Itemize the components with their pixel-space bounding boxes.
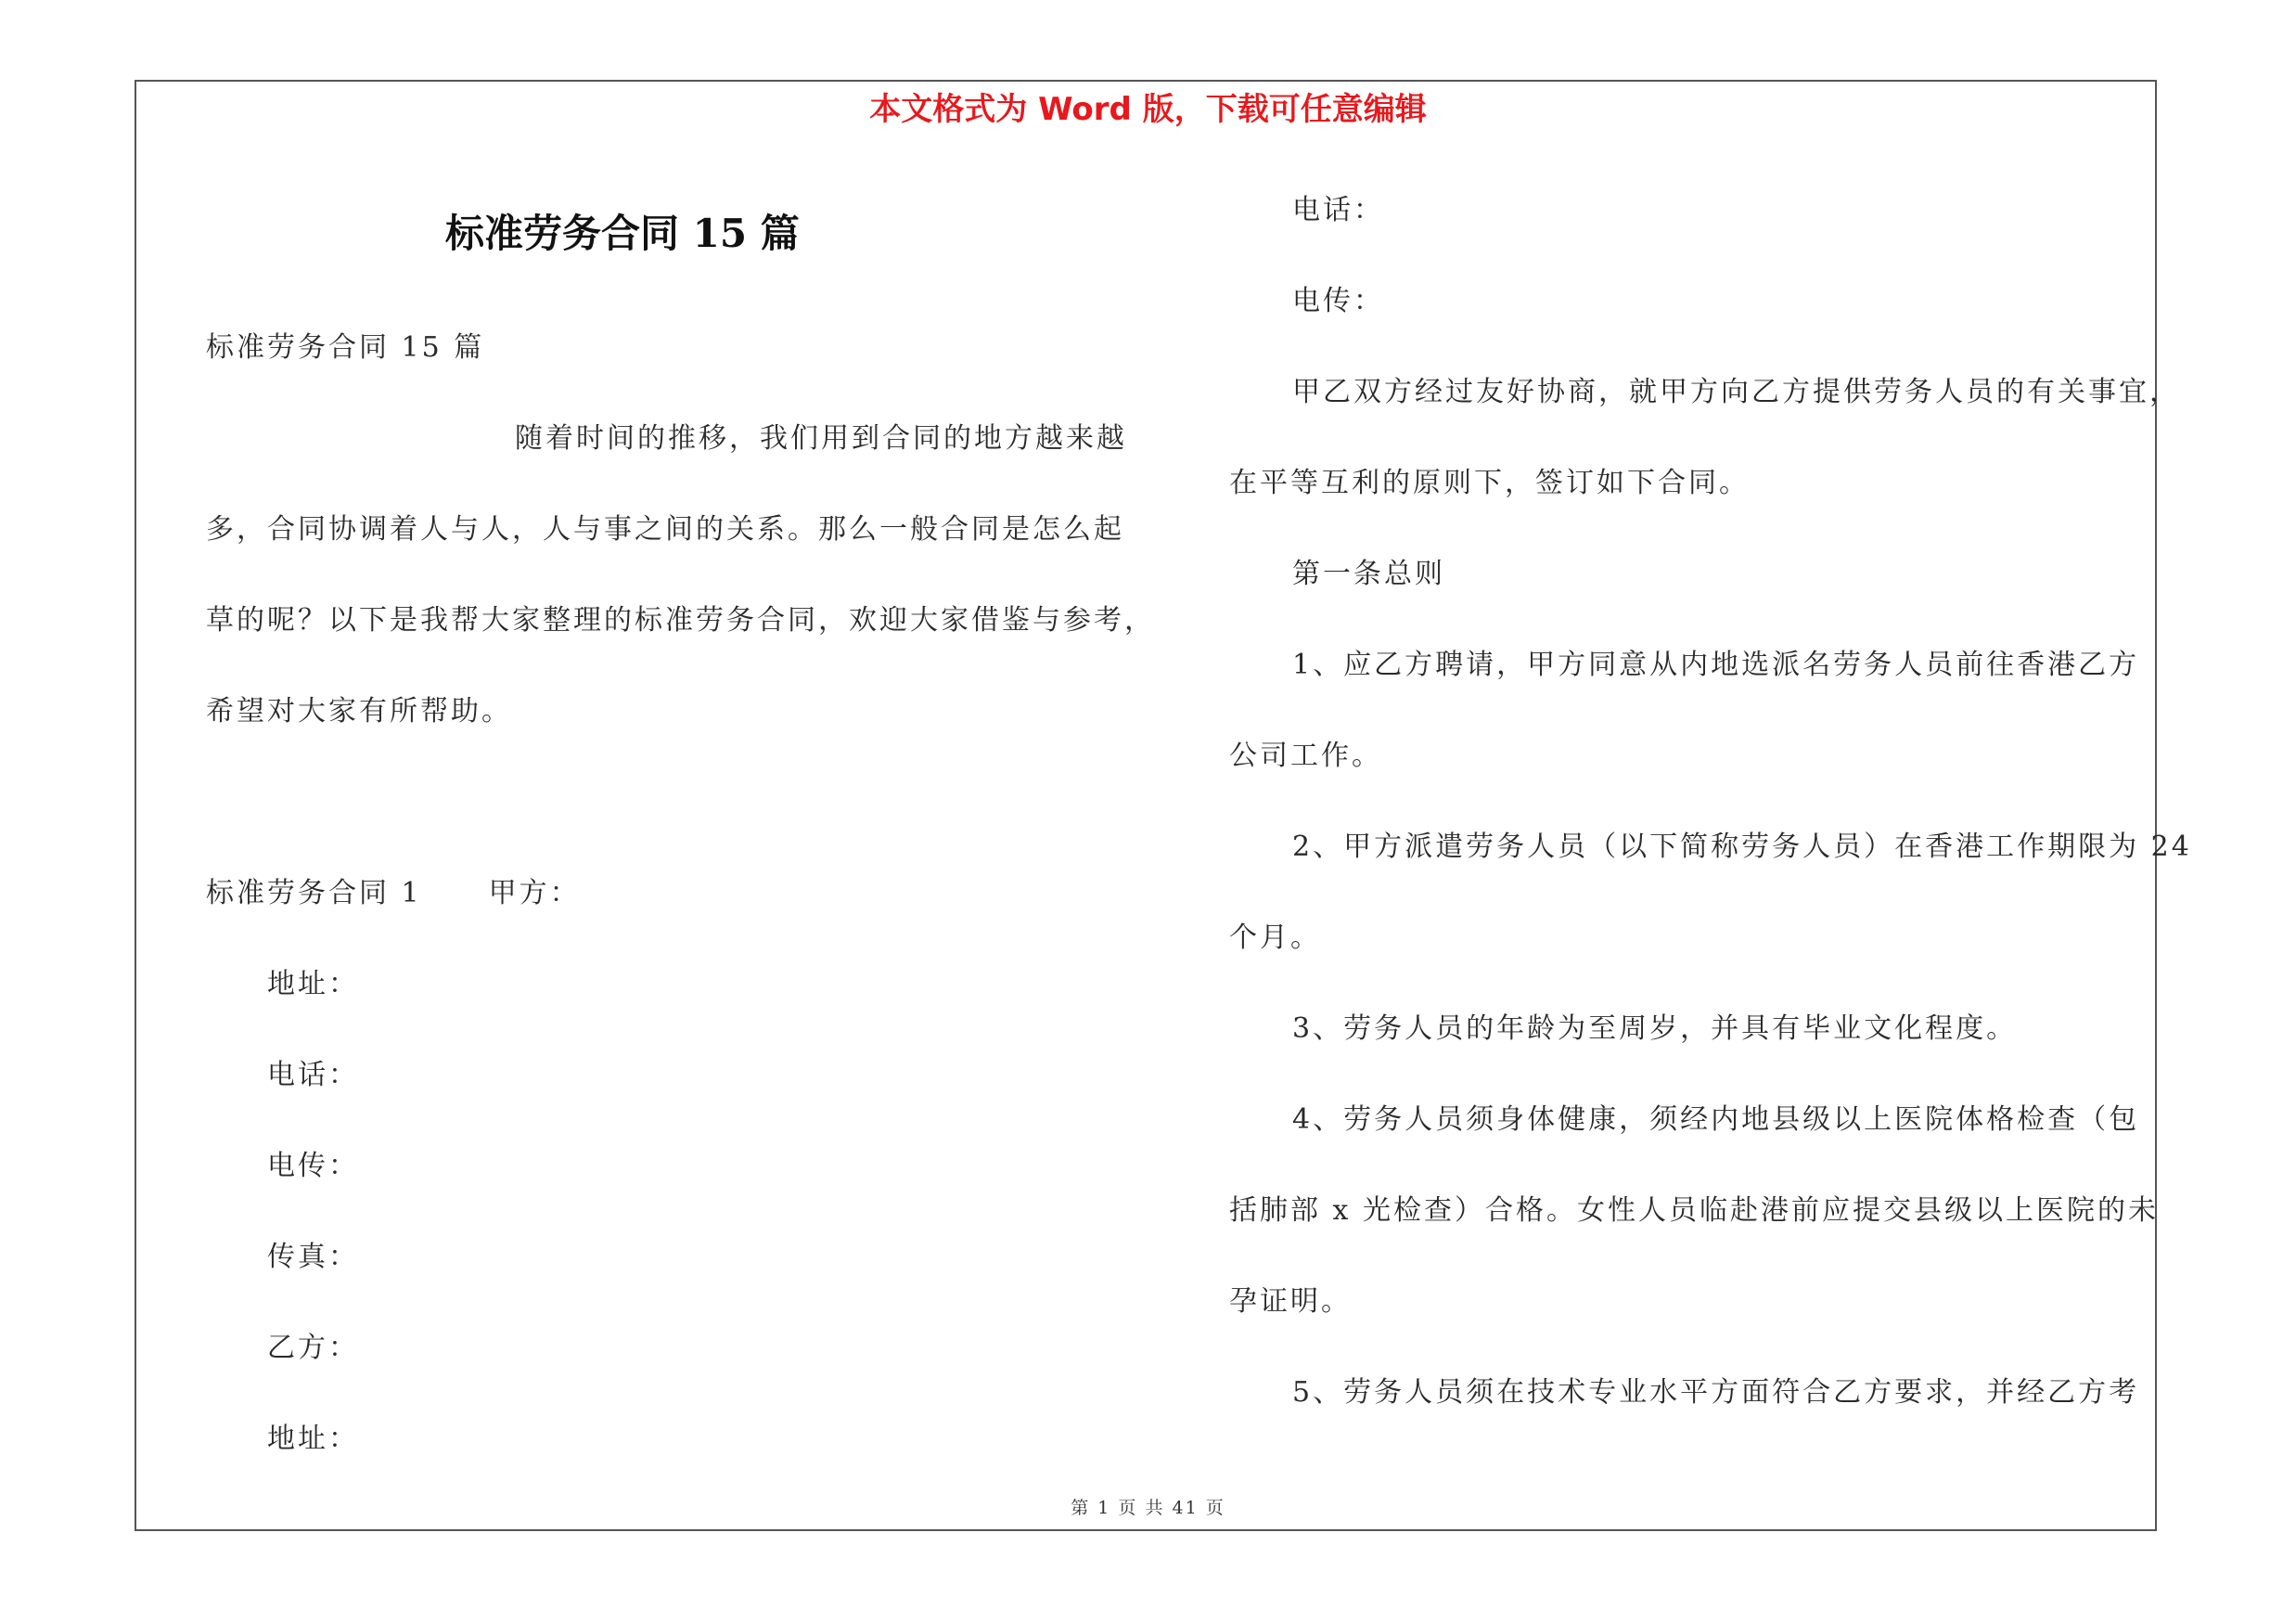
- field-phone: 电话：: [267, 1059, 359, 1091]
- contract-heading: 标准劳务合同 1: [206, 877, 422, 909]
- contract-heading-row: [206, 870, 581, 917]
- right-field-telex: 电传：: [1292, 285, 1384, 317]
- document-title: 标准劳务合同 15 篇: [445, 211, 800, 256]
- clause-1-line-2: 公司工作。: [1229, 740, 1382, 772]
- clause-2-line-2: 个月。: [1229, 921, 1321, 954]
- field-party-b: 乙方：: [267, 1332, 359, 1364]
- clause-5-line-1: 5、劳务人员须在技术专业水平方面符合乙方要求，并经乙方考: [1292, 1376, 2140, 1409]
- agreement-line-1: 甲乙双方经过友好协商，就甲方向乙方提供劳务人员的有关事宜，: [1292, 376, 2180, 408]
- field-address: 地址：: [267, 968, 359, 1000]
- right-field-phone: 电话：: [1292, 194, 1384, 226]
- subtitle: 标准劳务合同 15 篇: [206, 331, 485, 364]
- field-address-b: 地址：: [267, 1423, 359, 1455]
- field-fax: 传真：: [267, 1241, 359, 1273]
- clause-2-line-1: 2、甲方派遣劳务人员（以下简称劳务人员）在香港工作期限为 24: [1292, 831, 2192, 863]
- intro-line-4: 希望对大家有所帮助。: [206, 695, 512, 728]
- clause-4-line-2: 括肺部 x 光检查）合格。女性人员临赴港前应提交县级以上医院的未: [1229, 1194, 2159, 1227]
- format-banner: 本文格式为 Word 版，下载可任意编辑: [869, 91, 1427, 128]
- clause-4-line-1: 4、劳务人员须身体健康，须经内地县级以上医院体格检查（包: [1292, 1103, 2140, 1136]
- intro-line-2: 多，合同协调着人与人，人与事之间的关系。那么一般合同是怎么起: [206, 513, 1124, 546]
- page-footer: 第 1 页 共 41 页: [1071, 1498, 1225, 1518]
- field-telex: 电传：: [267, 1150, 359, 1182]
- section-heading: 第一条总则: [1292, 558, 1445, 590]
- clause-1-line-1: 1、应乙方聘请，甲方同意从内地选派名劳务人员前往香港乙方: [1292, 649, 2140, 681]
- clause-4-line-3: 孕证明。: [1229, 1285, 1352, 1318]
- intro-line-3: 草的呢？以下是我帮大家整理的标准劳务合同，欢迎大家借鉴与参考，: [206, 604, 1155, 637]
- agreement-line-2: 在平等互利的原则下，签订如下合同。: [1229, 467, 1750, 499]
- party-a-label: 甲方：: [488, 877, 581, 909]
- page-frame: [135, 80, 2157, 1531]
- clause-3: 3、劳务人员的年龄为至周岁，并具有毕业文化程度。: [1292, 1012, 2018, 1045]
- intro-line-1: 随着时间的推移，我们用到合同的地方越来越: [515, 422, 1127, 455]
